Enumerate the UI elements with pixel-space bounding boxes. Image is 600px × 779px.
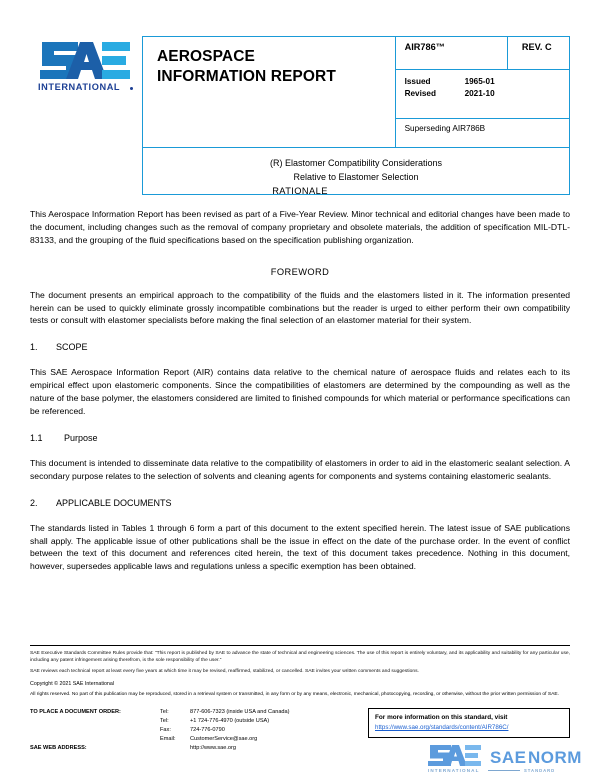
document-title-line-1: (R) Elastomer Compatibility Considerations — [269, 158, 443, 168]
svg-text:SAE: SAE — [490, 748, 527, 767]
section-1-label: SCOPE — [56, 342, 88, 353]
rationale-heading: RATIONALE — [272, 186, 328, 196]
all-rights-reserved-text: All rights reserved. No part of this publication may be reproduced, stored in a retrieval system or transmitted, in any form or by any means, electronic, mechanical, photocopying, recording, or otherwise, without the prior written permission of SAE. — [30, 691, 559, 697]
section-1-1-label: Purpose — [64, 432, 98, 443]
section-2-heading — [30, 498, 570, 508]
document-type-cell — [143, 37, 396, 148]
standard-url-link[interactable]: https://www.sae.org/standards/content/AIR786C/ — [375, 723, 509, 731]
issued-row — [405, 76, 569, 88]
document-header — [30, 36, 570, 182]
scope-paragraph: This SAE Aerospace Information Report (AIR) contains data relative to the chemical nature of aerospace fluids and relates each to its empirical effect upon elastomeric components. Since the compatibilities of elastomers are determined by the compounding as well as the nature of the base polymer, the elastomers considered are limited to finished compounds for which material or performance specifications can be referenced. — [30, 367, 570, 417]
web-address-label: SAE WEB ADDRESS: — [30, 745, 87, 751]
contact-type-2: Fax: — [160, 726, 171, 733]
section-1-heading — [30, 342, 570, 352]
contact-table — [30, 708, 290, 753]
contact-row — [30, 735, 290, 744]
spacer-cell — [30, 735, 160, 744]
revised-value: 2021-10 — [464, 88, 495, 98]
section-1-1-number: 1.1 — [30, 432, 43, 443]
contact-value-1: +1 724-776-4970 (outside USA) — [190, 717, 270, 724]
document-dates-cell — [395, 70, 569, 119]
rationale-paragraph: This Aerospace Information Report has been revised as part of a Five-Year Review. Minor technical and editorial changes have been made to the document, including changes such as the removal of company proprietary and obsolete materials, the addition of specification MIL-DTL-83133, and the grouping of the fluid specifications based on the specification publishing organization. — [30, 209, 570, 245]
header-row-title — [143, 37, 570, 70]
sae-logo-subtitle: INTERNATIONAL — [38, 82, 121, 92]
contact-value-3: CustomerService@sae.org — [190, 735, 258, 742]
contact-type-0: Tel: — [160, 708, 169, 715]
contact-value-0: 877-606-7323 (inside USA and Canada) — [190, 708, 290, 715]
contact-section — [30, 708, 570, 756]
spacer-cell — [160, 744, 190, 753]
applicable-documents-paragraph: The standards listed in Tables 1 through 6 form a part of this document to the extent specified herein. The latest issue of SAE publications shall apply. The applicable issue of other publications shall be the issue in effect on the date of the purchase order. In the event of conflict between the text of this document and references cited herein, the text of this document takes precedence. Nothing in this document, however, supersedes applicable laws and regulations unless a specific exemption has been obtained. — [30, 522, 570, 572]
more-information-box — [368, 708, 570, 738]
committee-rules-text: SAE Executive Standards Committee Rules provide that: “This report is published by SAE to advance the state of technical and engineering sciences. The use of this report is entirely voluntary, and its applicability and suitability for any particular use, including any patent infringement arising therefrom, is the sole responsibility of the user.” — [30, 651, 570, 663]
contact-row — [30, 708, 290, 717]
section-2-label: APPLICABLE DOCUMENTS — [56, 497, 172, 508]
contact-type-1: Tel: — [160, 717, 169, 724]
spacer-cell — [30, 726, 160, 735]
header-info-table — [142, 36, 570, 195]
contact-type-3: Email: — [160, 735, 176, 742]
document-revision: REV. C — [507, 37, 569, 70]
web-address-row — [30, 744, 290, 753]
more-information-label: For more information on this standard, visit — [375, 713, 508, 721]
section-1-number: 1. — [30, 342, 38, 353]
section-2-number: 2. — [30, 497, 38, 508]
sae-logo — [30, 36, 142, 96]
document-body — [30, 186, 570, 588]
document-title-line-2: Relative to Elastomer Selection — [293, 171, 419, 182]
footer-divider — [30, 645, 570, 646]
document-footer — [30, 645, 570, 756]
review-policy-text: SAE reviews each technical report at least every five years at which time it may be revised, reaffirmed, stabilized, or cancelled. SAE invites your written comments and suggestions. — [30, 668, 419, 674]
document-type-line-2: INFORMATION REPORT — [157, 68, 336, 86]
document-number: AIR786™ — [395, 37, 507, 70]
web-address-value: http://www.sae.org — [190, 745, 237, 751]
order-label: TO PLACE A DOCUMENT ORDER: — [30, 708, 121, 715]
contact-row — [30, 726, 290, 735]
superseding-text: Superseding AIR786B — [395, 118, 569, 147]
svg-text:STANDARD: STANDARD — [524, 768, 556, 773]
svg-text:INTERNATIONAL: INTERNATIONAL — [428, 768, 480, 773]
issued-label: Issued — [404, 77, 431, 86]
contact-value-2: 724-776-0790 — [190, 726, 225, 733]
section-1-1-heading — [30, 433, 570, 443]
contact-row — [30, 717, 290, 726]
purpose-paragraph: This document is intended to disseminate data relative to the compatibility of elastomers in order to aid in the elastomeric sealant selection. A secondary purpose relates to the selection of solvents and cleaning agents for components and systems containing elastomeric sealants. — [30, 457, 570, 481]
sae-logo-icon — [30, 36, 142, 94]
revised-label: Revised — [404, 88, 436, 98]
spacer-cell — [30, 717, 160, 726]
foreword-paragraph: The document presents an empirical approach to the compatibility of the fluids and the elastomers listed in it. The information presented herein can be used to quickly eliminate grossly incompatible combinations but the reader is urged to either perform their own compatibility tests or consult with elastomer specialists before making the final selection of an elastomer material for their system. — [30, 289, 570, 326]
foreword-heading: FOREWORD — [270, 266, 330, 277]
document-type-line-1: AEROSPACE — [157, 48, 255, 65]
svg-text:NORM: NORM — [528, 748, 582, 767]
copyright-text: Copyright © 2021 SAE International — [30, 680, 114, 687]
revised-row — [405, 88, 569, 100]
issued-value: 1965-01 — [464, 77, 495, 86]
